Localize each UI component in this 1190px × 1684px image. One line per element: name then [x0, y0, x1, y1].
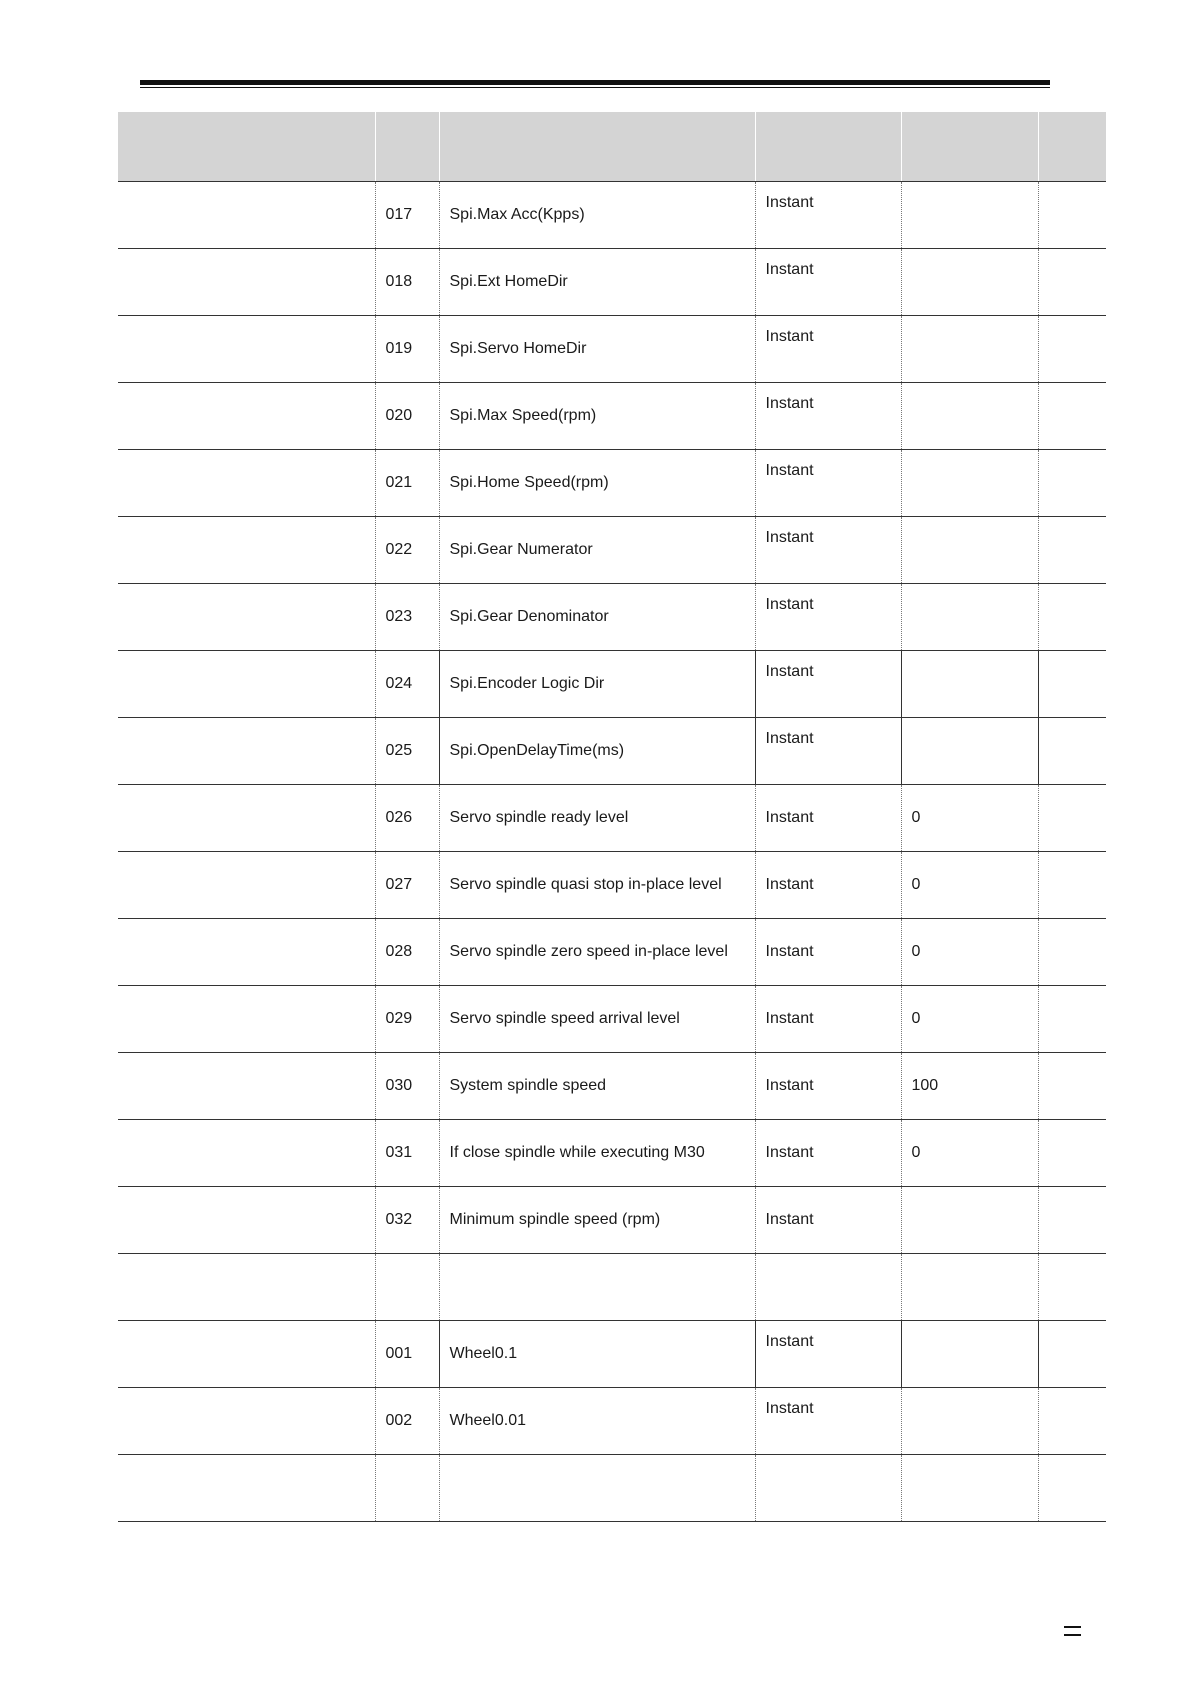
param-name: Spi.Gear Numerator	[439, 516, 755, 583]
param-number: 025	[375, 717, 439, 784]
header-cell-category	[118, 112, 375, 181]
param-default	[901, 1387, 1038, 1454]
param-number: 002	[375, 1387, 439, 1454]
table-row	[118, 985, 1106, 1052]
table-row	[118, 918, 1106, 985]
param-timing: Instant	[755, 248, 901, 315]
param-name: Servo spindle quasi stop in-place level	[439, 851, 755, 918]
param-name: If close spindle while executing M30	[439, 1119, 755, 1186]
param-name: System spindle speed	[439, 1052, 755, 1119]
extra-cell	[1038, 650, 1106, 717]
param-number	[375, 1253, 439, 1320]
param-name: Spi.OpenDelayTime(ms)	[439, 717, 755, 784]
table-row	[118, 1119, 1106, 1186]
param-number: 020	[375, 382, 439, 449]
param-number: 028	[375, 918, 439, 985]
param-default: 0	[901, 784, 1038, 851]
category-cell	[118, 985, 375, 1052]
extra-cell	[1038, 449, 1106, 516]
header-cell-number	[375, 112, 439, 181]
param-default	[901, 382, 1038, 449]
category-cell	[118, 181, 375, 248]
extra-cell	[1038, 382, 1106, 449]
param-timing: Instant	[755, 382, 901, 449]
extra-cell	[1038, 315, 1106, 382]
extra-cell	[1038, 1253, 1106, 1320]
header-row	[118, 112, 1106, 181]
param-timing: Instant	[755, 1186, 901, 1253]
extra-cell	[1038, 784, 1106, 851]
param-default: 100	[901, 1052, 1038, 1119]
category-cell	[118, 918, 375, 985]
table-row	[118, 851, 1106, 918]
category-cell	[118, 650, 375, 717]
param-number: 026	[375, 784, 439, 851]
param-default	[901, 583, 1038, 650]
table-row	[118, 784, 1106, 851]
param-name: Minimum spindle speed (rpm)	[439, 1186, 755, 1253]
category-cell	[118, 784, 375, 851]
table-row	[118, 1186, 1106, 1253]
param-name: Servo spindle speed arrival level	[439, 985, 755, 1052]
table-row	[118, 1052, 1106, 1119]
param-name: Servo spindle ready level	[439, 784, 755, 851]
param-default	[901, 1186, 1038, 1253]
table-row	[118, 650, 1106, 717]
param-number: 001	[375, 1320, 439, 1387]
param-number: 018	[375, 248, 439, 315]
category-cell	[118, 1119, 375, 1186]
param-number: 029	[375, 985, 439, 1052]
table-row	[118, 449, 1106, 516]
extra-cell	[1038, 918, 1106, 985]
table-header	[118, 112, 1106, 181]
param-timing: Instant	[755, 918, 901, 985]
extra-cell	[1038, 583, 1106, 650]
table-row	[118, 1454, 1106, 1521]
param-number: 027	[375, 851, 439, 918]
page-mark	[1064, 1626, 1081, 1636]
param-name: Wheel0.1	[439, 1320, 755, 1387]
category-cell	[118, 1186, 375, 1253]
category-cell	[118, 583, 375, 650]
param-name	[439, 1454, 755, 1521]
param-default: 0	[901, 918, 1038, 985]
header-rule-thick	[140, 80, 1050, 85]
param-name: Spi.Ext HomeDir	[439, 248, 755, 315]
param-name: Spi.Home Speed(rpm)	[439, 449, 755, 516]
extra-cell	[1038, 1454, 1106, 1521]
param-number	[375, 1454, 439, 1521]
param-timing: Instant	[755, 1119, 901, 1186]
parameter-table	[118, 112, 1106, 1522]
table-row	[118, 1253, 1106, 1320]
table-row	[118, 315, 1106, 382]
param-number: 031	[375, 1119, 439, 1186]
param-number: 019	[375, 315, 439, 382]
param-name: Spi.Max Speed(rpm)	[439, 382, 755, 449]
extra-cell	[1038, 1387, 1106, 1454]
extra-cell	[1038, 1186, 1106, 1253]
param-default	[901, 650, 1038, 717]
category-cell	[118, 717, 375, 784]
param-name: Spi.Servo HomeDir	[439, 315, 755, 382]
category-cell	[118, 1387, 375, 1454]
extra-cell	[1038, 1119, 1106, 1186]
table-row	[118, 382, 1106, 449]
header-cell-timing	[755, 112, 901, 181]
table-row	[118, 583, 1106, 650]
param-name: Spi.Max Acc(Kpps)	[439, 181, 755, 248]
param-timing: Instant	[755, 583, 901, 650]
param-timing: Instant	[755, 449, 901, 516]
param-default	[901, 315, 1038, 382]
table-row	[118, 181, 1106, 248]
param-default: 0	[901, 1119, 1038, 1186]
param-default	[901, 516, 1038, 583]
param-default	[901, 449, 1038, 516]
extra-cell	[1038, 851, 1106, 918]
param-timing: Instant	[755, 650, 901, 717]
param-timing: Instant	[755, 1052, 901, 1119]
category-cell	[118, 449, 375, 516]
param-default	[901, 248, 1038, 315]
category-cell	[118, 851, 375, 918]
param-default: 0	[901, 985, 1038, 1052]
extra-cell	[1038, 985, 1106, 1052]
param-timing: Instant	[755, 315, 901, 382]
extra-cell	[1038, 181, 1106, 248]
header-cell-extra	[1038, 112, 1106, 181]
param-default: 0	[901, 851, 1038, 918]
param-default	[901, 1454, 1038, 1521]
param-default	[901, 1320, 1038, 1387]
param-number: 017	[375, 181, 439, 248]
param-default	[901, 1253, 1038, 1320]
extra-cell	[1038, 717, 1106, 784]
param-timing: Instant	[755, 985, 901, 1052]
param-name: Servo spindle zero speed in-place level	[439, 918, 755, 985]
param-number: 024	[375, 650, 439, 717]
table-row	[118, 1320, 1106, 1387]
category-cell	[118, 1320, 375, 1387]
table-row	[118, 1387, 1106, 1454]
table-body	[118, 181, 1106, 1521]
param-timing	[755, 1454, 901, 1521]
param-name: Spi.Gear Denominator	[439, 583, 755, 650]
header-rule-thin	[140, 87, 1050, 88]
param-number: 023	[375, 583, 439, 650]
category-cell	[118, 1052, 375, 1119]
param-timing	[755, 1253, 901, 1320]
table-row	[118, 516, 1106, 583]
param-timing: Instant	[755, 1387, 901, 1454]
param-name: Wheel0.01	[439, 1387, 755, 1454]
param-timing: Instant	[755, 516, 901, 583]
extra-cell	[1038, 516, 1106, 583]
header-cell-default	[901, 112, 1038, 181]
param-timing: Instant	[755, 717, 901, 784]
param-number: 032	[375, 1186, 439, 1253]
category-cell	[118, 382, 375, 449]
extra-cell	[1038, 1052, 1106, 1119]
param-default	[901, 717, 1038, 784]
param-default	[901, 181, 1038, 248]
category-cell	[118, 1253, 375, 1320]
category-cell	[118, 516, 375, 583]
param-timing: Instant	[755, 851, 901, 918]
param-name: Spi.Encoder Logic Dir	[439, 650, 755, 717]
param-number: 021	[375, 449, 439, 516]
table-row	[118, 717, 1106, 784]
category-cell	[118, 315, 375, 382]
param-number: 030	[375, 1052, 439, 1119]
param-timing: Instant	[755, 181, 901, 248]
extra-cell	[1038, 248, 1106, 315]
param-timing: Instant	[755, 784, 901, 851]
header-cell-name	[439, 112, 755, 181]
table-row	[118, 248, 1106, 315]
param-name	[439, 1253, 755, 1320]
extra-cell	[1038, 1320, 1106, 1387]
param-number: 022	[375, 516, 439, 583]
param-timing: Instant	[755, 1320, 901, 1387]
category-cell	[118, 248, 375, 315]
category-cell	[118, 1454, 375, 1521]
